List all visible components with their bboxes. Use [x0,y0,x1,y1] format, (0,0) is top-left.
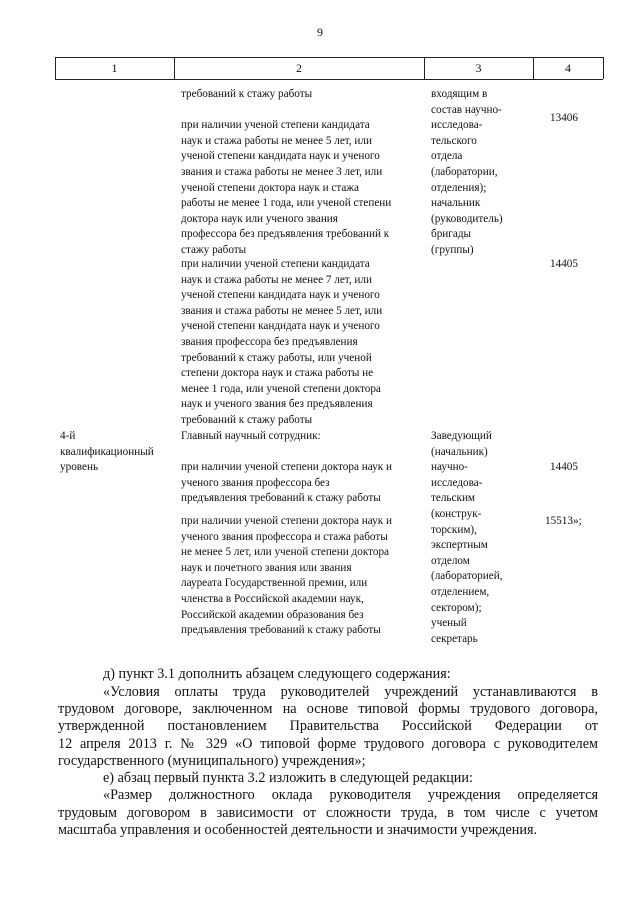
column-header-3: 3 [475,61,482,75]
department-cell: входящим в состав научно- исследова- тельского отдела (лаборатории, отделения); начальник (руководитель) бригады (группы) [431,88,503,256]
column-header-2: 2 [296,61,302,75]
header-bottom-border [55,79,603,80]
position-requirements-cell: при наличии ученой степени доктора наук и ученого звания профессора без предъявления требований к стажу работы [181,461,392,505]
column-header-4: 4 [565,61,571,75]
quoted-text-line: «Размер должностного оклада руководителя учреждения определяется [103,787,598,803]
quoted-text-line: масштаба управления и особенностей деятельности и значимости учреждения. [58,822,538,838]
amendment-d-paragraph: д) пункт 3.1 дополнить абзацем следующего содержания: [103,666,451,682]
department-cell: Заведующий (начальник) научно- исследова- тельским (конструк- торским), экспертным отделом (лабораторией, отделением, сектором); ученый секретарь [431,430,503,645]
quoted-text-line: трудовым договором в зависимости от сложности труда, в том числе с учетом [58,805,598,821]
table-top-border [55,57,603,58]
quoted-text-line: 12 апреля 2013 г. № 329 «О типовой форме трудового договора с руководителем [58,736,598,752]
quoted-text-line: утвержденной постановлением Правительства Российской Федерации от [58,718,598,734]
quoted-text-line: государственного (муниципального) учреждения»; [58,753,366,769]
amendment-e-paragraph: е) абзац первый пункта 3.2 изложить в следующей редакции: [103,770,473,786]
column-header-1: 1 [111,61,118,75]
qualification-level-cell: 4-й квалификационный уровень [60,430,154,474]
position-title-cell: Главный научный сотрудник: [181,430,321,442]
quoted-text-line: «Условия оплаты труда руководителей учреждений устанавливаются в [103,684,598,700]
position-requirements-cell: требований к стажу работы при наличии ученой степени кандидата наук и стажа работы не менее 5 лет, или ученой степени кандидата наук и ученого звания и стажа работы не менее 3 лет, или ученой степени доктора наук и стажа работы не менее 1 года, или ученой степени доктора наук или ученого звания профессора без предъявления требований к стажу работы [181,88,392,256]
position-requirements-cell: при наличии ученой степени доктора наук и ученого звания профессора и стажа работы не менее 5 лет, или ученой степени доктора наук и почетного звания или звания лауреата Государственной премии, или членства в Российской академии наук, Российской академии образования без предъявления требований к стажу работы [181,515,392,637]
column-divider [603,57,604,79]
salary-value: 14405 [550,461,578,473]
salary-value: 15513»; [545,515,582,527]
quoted-text-line: трудовом договоре, заключенном на основе типовой формы трудового договора, [58,701,598,717]
position-requirements-cell: при наличии ученой степени кандидата наук и стажа работы не менее 7 лет, или ученой степени кандидата наук и ученого звания и стажа работы не менее 5 лет, или ученой степени кандидата наук и ученого звания профессора без предъявления требований к стажу работы, или ученой степени доктора наук и стажа работы не менее 1 года, или ученой степени доктора наук и ученого звания без предъявления требований к стажу работы [181,258,383,426]
salary-value: 14405 [550,258,578,270]
page-number: 9 [317,25,323,39]
salary-value: 13406 [550,112,578,124]
